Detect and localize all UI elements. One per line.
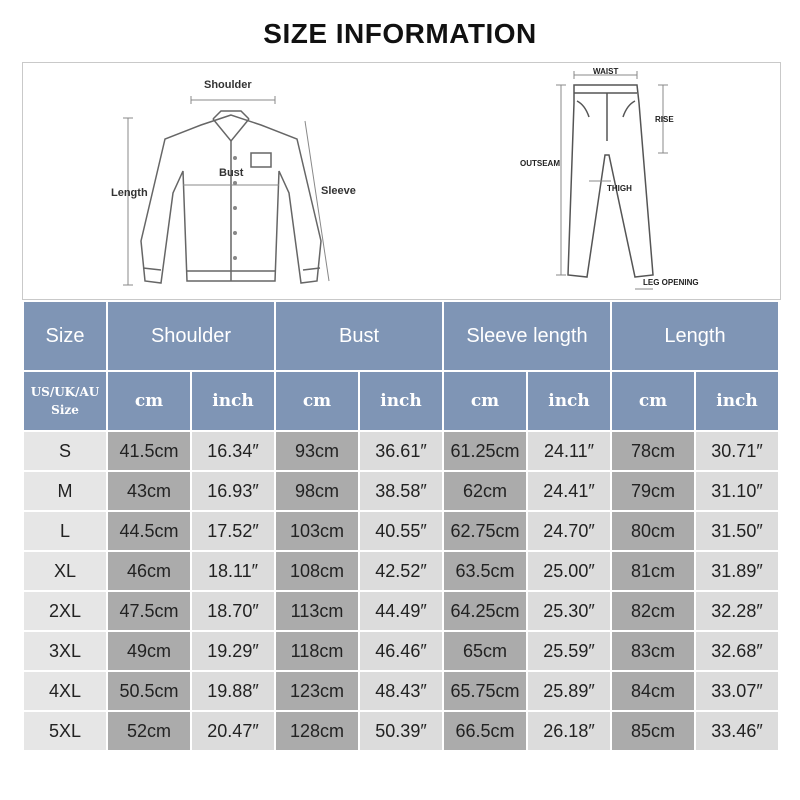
bust-inch-cell: 40.55″ <box>360 512 442 550</box>
sleeve-cm-cell: 65.75cm <box>444 672 526 710</box>
shirt-illustration <box>141 111 321 283</box>
length-cm-cell: 79cm <box>612 472 694 510</box>
length-inch-cell: 31.50″ <box>696 512 778 550</box>
length-cm-cell: 82cm <box>612 592 694 630</box>
length-label: Length <box>111 187 148 199</box>
size-cell: 2XL <box>24 592 106 630</box>
shoulder-cm-cell: 43cm <box>108 472 190 510</box>
bust-cm-cell: 98cm <box>276 472 358 510</box>
table-unit-row <box>24 372 778 430</box>
sleeve-inch-cell: 24.11″ <box>528 432 610 470</box>
header-size: Size <box>24 302 106 370</box>
sleeve-cm-cell: 62.75cm <box>444 512 526 550</box>
sleeve-cm-cell: 65cm <box>444 632 526 670</box>
unit-inch: inch <box>696 372 778 430</box>
length-inch-cell: 31.89″ <box>696 552 778 590</box>
sleeve-inch-cell: 24.70″ <box>528 512 610 550</box>
sleeve-inch-cell: 25.59″ <box>528 632 610 670</box>
length-inch-cell: 32.28″ <box>696 592 778 630</box>
length-cm-cell: 80cm <box>612 512 694 550</box>
table-row <box>24 712 778 750</box>
table-row <box>24 672 778 710</box>
shoulder-cm-cell: 44.5cm <box>108 512 190 550</box>
unit-inch: inch <box>528 372 610 430</box>
bust-inch-cell: 44.49″ <box>360 592 442 630</box>
sleeve-inch-cell: 25.30″ <box>528 592 610 630</box>
size-cell: 4XL <box>24 672 106 710</box>
unit-cm: cm <box>276 372 358 430</box>
length-inch-cell: 33.07″ <box>696 672 778 710</box>
garment-illustration <box>23 63 780 299</box>
table-header-row <box>24 302 778 370</box>
unit-inch: inch <box>360 372 442 430</box>
shoulder-inch-cell: 19.29″ <box>192 632 274 670</box>
table-row <box>24 512 778 550</box>
sleeve-label: Sleeve <box>321 185 356 197</box>
header-bust: Bust <box>276 302 442 370</box>
size-cell: M <box>24 472 106 510</box>
shoulder-cm-cell: 46cm <box>108 552 190 590</box>
shoulder-cm-cell: 50.5cm <box>108 672 190 710</box>
garment-diagram <box>22 62 781 300</box>
thigh-label: THIGH <box>607 184 632 193</box>
length-cm-cell: 84cm <box>612 672 694 710</box>
leg-opening-label: LEG OPENING <box>643 278 699 287</box>
bust-inch-cell: 38.58″ <box>360 472 442 510</box>
length-cm-cell: 83cm <box>612 632 694 670</box>
unit-cm: cm <box>108 372 190 430</box>
length-cm-cell: 85cm <box>612 712 694 750</box>
length-cm-cell: 78cm <box>612 432 694 470</box>
shoulder-inch-cell: 18.70″ <box>192 592 274 630</box>
table-row <box>24 632 778 670</box>
sleeve-cm-cell: 62cm <box>444 472 526 510</box>
shoulder-inch-cell: 16.34″ <box>192 432 274 470</box>
bust-inch-cell: 50.39″ <box>360 712 442 750</box>
sleeve-cm-cell: 64.25cm <box>444 592 526 630</box>
size-label: Size <box>51 403 79 417</box>
unit-header-size <box>24 372 106 430</box>
shoulder-cm-cell: 47.5cm <box>108 592 190 630</box>
sleeve-cm-cell: 63.5cm <box>444 552 526 590</box>
bust-cm-cell: 123cm <box>276 672 358 710</box>
table-row <box>24 472 778 510</box>
bust-cm-cell: 108cm <box>276 552 358 590</box>
shoulder-cm-cell: 41.5cm <box>108 432 190 470</box>
size-standard-label: US/UK/AU <box>30 385 100 399</box>
unit-inch: inch <box>192 372 274 430</box>
bust-cm-cell: 128cm <box>276 712 358 750</box>
waist-label: WAIST <box>593 67 619 76</box>
shoulder-inch-cell: 18.11″ <box>192 552 274 590</box>
table-row <box>24 432 778 470</box>
bust-cm-cell: 103cm <box>276 512 358 550</box>
header-sleeve-length: Sleeve length <box>444 302 610 370</box>
table-row <box>24 592 778 630</box>
table-row <box>24 552 778 590</box>
sleeve-cm-cell: 61.25cm <box>444 432 526 470</box>
size-cell: L <box>24 512 106 550</box>
shoulder-inch-cell: 17.52″ <box>192 512 274 550</box>
rise-label: RISE <box>655 115 674 124</box>
bust-cm-cell: 118cm <box>276 632 358 670</box>
bust-label: Bust <box>219 167 244 179</box>
sleeve-cm-cell: 66.5cm <box>444 712 526 750</box>
size-cell: XL <box>24 552 106 590</box>
sleeve-inch-cell: 25.00″ <box>528 552 610 590</box>
shoulder-inch-cell: 16.93″ <box>192 472 274 510</box>
length-inch-cell: 31.10″ <box>696 472 778 510</box>
bust-inch-cell: 36.61″ <box>360 432 442 470</box>
length-inch-cell: 32.68″ <box>696 632 778 670</box>
size-chart-table <box>22 300 780 752</box>
bust-inch-cell: 48.43″ <box>360 672 442 710</box>
bust-cm-cell: 93cm <box>276 432 358 470</box>
shoulder-label: Shoulder <box>204 79 252 91</box>
outseam-label: OUTSEAM <box>520 159 560 168</box>
page-title: SIZE INFORMATION <box>263 18 537 49</box>
shoulder-inch-cell: 20.47″ <box>192 712 274 750</box>
unit-cm: cm <box>612 372 694 430</box>
bust-inch-cell: 42.52″ <box>360 552 442 590</box>
unit-cm: cm <box>444 372 526 430</box>
sleeve-inch-cell: 24.41″ <box>528 472 610 510</box>
header-shoulder: Shoulder <box>108 302 274 370</box>
bust-cm-cell: 113cm <box>276 592 358 630</box>
header-length: Length <box>612 302 778 370</box>
shoulder-cm-cell: 52cm <box>108 712 190 750</box>
shoulder-cm-cell: 49cm <box>108 632 190 670</box>
length-cm-cell: 81cm <box>612 552 694 590</box>
sleeve-inch-cell: 26.18″ <box>528 712 610 750</box>
size-cell: 3XL <box>24 632 106 670</box>
size-cell: 5XL <box>24 712 106 750</box>
size-cell: S <box>24 432 106 470</box>
shoulder-inch-cell: 19.88″ <box>192 672 274 710</box>
sleeve-inch-cell: 25.89″ <box>528 672 610 710</box>
length-inch-cell: 30.71″ <box>696 432 778 470</box>
bust-inch-cell: 46.46″ <box>360 632 442 670</box>
length-inch-cell: 33.46″ <box>696 712 778 750</box>
